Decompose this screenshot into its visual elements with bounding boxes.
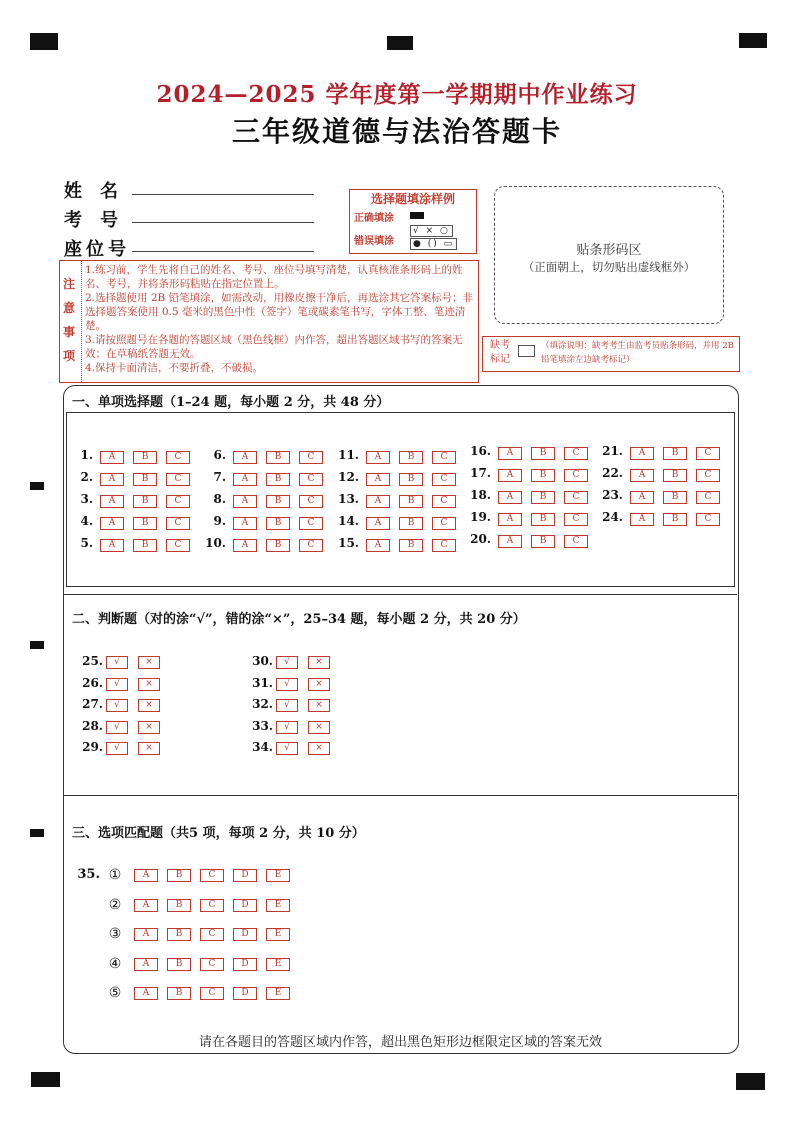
question-number: 7.: [213, 470, 226, 484]
option-bubble[interactable]: E: [266, 869, 290, 882]
judge-bubble[interactable]: √: [276, 699, 298, 712]
absent-checkbox[interactable]: [518, 345, 535, 357]
notice-side-label: [60, 261, 82, 382]
option-bubble[interactable]: C: [564, 513, 588, 526]
option-bubble[interactable]: E: [266, 899, 290, 912]
option-bubble[interactable]: B: [167, 928, 191, 941]
option-bubble[interactable]: B: [399, 517, 423, 530]
question-number: 26.: [82, 675, 103, 690]
question-number: 31.: [252, 675, 273, 690]
option-bubble[interactable]: E: [266, 958, 290, 971]
wrong-fill-label: 错误填涂: [354, 236, 394, 247]
answer-card-title: 三年级道德与法治答题卡: [231, 115, 562, 148]
item-number: ③: [108, 926, 122, 942]
option-bubble[interactable]: A: [366, 473, 390, 486]
option-bubble[interactable]: B: [167, 899, 191, 912]
option-bubble[interactable]: B: [133, 451, 157, 464]
judge-bubble[interactable]: √: [276, 721, 298, 734]
judge-bubble[interactable]: √: [276, 678, 298, 691]
option-bubble[interactable]: B: [663, 469, 687, 482]
absent-mark-box: [482, 336, 740, 372]
option-bubble[interactable]: D: [233, 928, 257, 941]
question-number: 17.: [470, 466, 491, 480]
wrong-fill-sample-1: √ × ○: [410, 225, 453, 237]
option-bubble[interactable]: B: [531, 447, 555, 460]
option-bubble[interactable]: C: [200, 899, 224, 912]
option-bubble[interactable]: A: [630, 491, 654, 504]
option-bubble[interactable]: A: [233, 517, 257, 530]
section-divider: [64, 795, 737, 796]
judge-bubble[interactable]: √: [106, 678, 128, 691]
option-bubble[interactable]: B: [399, 451, 423, 464]
exam-title: 2024—2025 学年度第一学期期中作业练习: [156, 81, 638, 108]
barcode-title: 贴条形码区: [576, 243, 642, 258]
question-number: 24.: [602, 510, 623, 524]
correct-fill-label: 正确填涂: [354, 213, 394, 224]
option-bubble[interactable]: A: [366, 451, 390, 464]
option-bubble[interactable]: A: [630, 447, 654, 460]
notice-text: [85, 263, 475, 375]
option-bubble[interactable]: C: [696, 469, 720, 482]
question-number: 21.: [602, 444, 623, 458]
option-bubble[interactable]: B: [399, 539, 423, 552]
option-bubble[interactable]: B: [531, 513, 555, 526]
question-number: 1.: [80, 448, 93, 462]
question-number: 19.: [470, 510, 491, 524]
question-number: 10.: [205, 536, 226, 550]
option-bubble[interactable]: D: [233, 958, 257, 971]
option-bubble[interactable]: C: [564, 535, 588, 548]
option-bubble[interactable]: A: [630, 513, 654, 526]
option-bubble[interactable]: A: [498, 513, 522, 526]
option-bubble[interactable]: A: [630, 469, 654, 482]
option-bubble[interactable]: A: [498, 535, 522, 548]
option-bubble[interactable]: C: [299, 473, 323, 486]
question-number: 3.: [80, 492, 93, 506]
question-number: 13.: [338, 492, 359, 506]
option-bubble[interactable]: C: [564, 469, 588, 482]
judge-bubble[interactable]: ×: [138, 699, 160, 712]
option-bubble[interactable]: B: [133, 517, 157, 530]
option-bubble[interactable]: A: [498, 491, 522, 504]
option-bubble[interactable]: C: [166, 495, 190, 508]
question-number: 5.: [80, 536, 93, 550]
question-number: 9.: [213, 514, 226, 528]
judge-bubble[interactable]: ×: [308, 678, 330, 691]
seat-no-label: 座位号: [64, 239, 130, 260]
option-bubble[interactable]: A: [233, 473, 257, 486]
option-bubble[interactable]: C: [166, 473, 190, 486]
option-bubble[interactable]: C: [299, 517, 323, 530]
question-number: 30.: [252, 654, 273, 668]
option-bubble[interactable]: A: [366, 517, 390, 530]
question-number: 27.: [82, 697, 103, 711]
judge-bubble[interactable]: √: [276, 656, 298, 669]
option-bubble[interactable]: A: [366, 539, 390, 552]
question-number: 8.: [213, 492, 226, 506]
barcode-area[interactable]: [494, 186, 724, 324]
option-bubble[interactable]: C: [299, 495, 323, 508]
option-bubble[interactable]: C: [564, 491, 588, 504]
option-bubble[interactable]: B: [167, 987, 191, 1000]
exam-no-field[interactable]: [132, 222, 314, 223]
position-mark-top-center: [387, 36, 413, 50]
option-bubble[interactable]: A: [134, 958, 158, 971]
question-number: 18.: [470, 488, 491, 502]
question-number: 34.: [252, 740, 273, 754]
question-number: 14.: [338, 514, 359, 528]
name-field[interactable]: [132, 194, 314, 195]
question-number: 6.: [213, 448, 226, 462]
notice-item: 3.请按照题号在各题的答题区域（黑色线框）内作答，超出答题区域书写的答案无效；在草稿纸答题无效。: [85, 334, 463, 360]
notice-char: 事: [63, 325, 76, 339]
judge-bubble[interactable]: ×: [308, 699, 330, 712]
question-number: 32.: [252, 697, 273, 711]
option-bubble[interactable]: A: [100, 517, 124, 530]
timing-mark: [30, 641, 44, 649]
option-bubble[interactable]: A: [100, 473, 124, 486]
notice-box: [59, 260, 479, 383]
notice-item: 2.选择题使用 2B 铅笔填涂，如需改动，用橡皮擦干净后，再选涂其它答案标号；非选择题答案使用 0.5 毫米的黑色中性（签字）笔或碳素笔书写，字体工整、笔迹清楚。: [85, 292, 474, 332]
position-mark-bottom-left: [31, 1072, 60, 1087]
judge-bubble[interactable]: ×: [308, 656, 330, 669]
option-bubble[interactable]: B: [266, 451, 290, 464]
option-bubble[interactable]: B: [266, 539, 290, 552]
judge-bubble[interactable]: √: [276, 742, 298, 755]
notice-char: 意: [63, 301, 76, 315]
question-number: 28.: [82, 718, 103, 733]
question-number: 20.: [470, 532, 491, 546]
judge-bubble[interactable]: √: [106, 721, 128, 734]
option-bubble[interactable]: D: [233, 869, 257, 882]
option-bubble[interactable]: A: [134, 869, 158, 882]
judge-bubble[interactable]: ×: [308, 721, 330, 734]
wrong-fill-sample-2: ● () ▭: [410, 238, 457, 250]
judge-bubble[interactable]: ×: [308, 742, 330, 755]
option-bubble[interactable]: A: [366, 495, 390, 508]
question-number: 16.: [470, 444, 491, 458]
judge-bubble[interactable]: ×: [138, 742, 160, 755]
notice-char: 注: [63, 277, 76, 291]
notice-item: 4.保持卡面清洁，不要折叠，不破损。: [85, 362, 264, 374]
option-bubble[interactable]: B: [266, 517, 290, 530]
option-bubble[interactable]: C: [696, 491, 720, 504]
option-bubble[interactable]: B: [531, 535, 555, 548]
absent-note: （填涂说明：缺考考生由监考员贴条形码，并用 2B 铅笔填涂左边缺考标记）: [541, 341, 734, 365]
option-bubble[interactable]: C: [299, 451, 323, 464]
option-bubble[interactable]: B: [133, 539, 157, 552]
option-bubble[interactable]: C: [166, 451, 190, 464]
section3-title: 三、选项匹配题（共5 项，每项 2 分，共 10 分）: [72, 826, 365, 841]
correct-fill-sample: [410, 212, 424, 219]
option-bubble[interactable]: A: [134, 928, 158, 941]
item-number: ①: [108, 867, 122, 883]
option-bubble[interactable]: C: [166, 517, 190, 530]
question-number: 15.: [338, 536, 359, 550]
name-label: 姓名: [64, 181, 136, 202]
barcode-note: （正面朝上，切勿贴出虚线框外）: [522, 260, 696, 274]
option-bubble[interactable]: C: [696, 447, 720, 460]
option-bubble[interactable]: C: [696, 513, 720, 526]
option-bubble[interactable]: C: [564, 447, 588, 460]
option-bubble[interactable]: B: [133, 473, 157, 486]
option-bubble[interactable]: C: [200, 869, 224, 882]
option-bubble[interactable]: C: [200, 987, 224, 1000]
item-number: ④: [108, 955, 122, 972]
option-bubble[interactable]: A: [233, 495, 257, 508]
section1-title: 一、单项选择题（1–24 题，每小题 2 分，共 48 分）: [72, 395, 390, 410]
question-number: 12.: [338, 470, 359, 484]
option-bubble[interactable]: B: [167, 958, 191, 971]
question-number: 11.: [338, 448, 359, 462]
option-bubble[interactable]: B: [167, 869, 191, 882]
position-mark-top-left: [30, 33, 58, 50]
question-number: 25.: [82, 654, 103, 668]
option-bubble[interactable]: A: [233, 451, 257, 464]
option-bubble[interactable]: C: [166, 539, 190, 552]
option-bubble[interactable]: A: [134, 899, 158, 912]
option-bubble[interactable]: E: [266, 987, 290, 1000]
option-bubble[interactable]: C: [432, 539, 456, 552]
option-bubble[interactable]: B: [399, 473, 423, 486]
option-bubble[interactable]: A: [498, 447, 522, 460]
option-bubble[interactable]: A: [233, 539, 257, 552]
option-bubble[interactable]: C: [432, 473, 456, 486]
exam-no-label: 考号: [64, 210, 136, 231]
option-bubble[interactable]: A: [100, 539, 124, 552]
judge-bubble[interactable]: √: [106, 742, 128, 755]
option-bubble[interactable]: A: [100, 451, 124, 464]
option-bubble[interactable]: C: [200, 958, 224, 971]
question-number: 33.: [252, 718, 273, 733]
option-bubble[interactable]: B: [266, 473, 290, 486]
option-bubble[interactable]: C: [432, 517, 456, 530]
position-mark-top-right: [739, 33, 767, 48]
option-bubble[interactable]: E: [266, 928, 290, 941]
option-bubble[interactable]: B: [663, 491, 687, 504]
option-bubble[interactable]: A: [498, 469, 522, 482]
option-bubble[interactable]: D: [233, 987, 257, 1000]
option-bubble[interactable]: B: [133, 495, 157, 508]
option-bubble[interactable]: C: [432, 495, 456, 508]
notice-item: 1.练习前，学生先将自己的姓名、考号、座位号填写清楚，认真核准条形码上的姓名、考号，并将条形码粘贴在指定位置上。: [85, 264, 463, 290]
judge-bubble[interactable]: √: [106, 699, 128, 712]
item-number: ②: [108, 896, 122, 913]
option-bubble[interactable]: B: [531, 491, 555, 504]
section-divider: [64, 594, 737, 595]
timing-mark: [30, 482, 44, 490]
option-bubble[interactable]: C: [432, 451, 456, 464]
option-bubble[interactable]: A: [134, 987, 158, 1000]
position-mark-bottom-right: [736, 1073, 765, 1090]
option-bubble[interactable]: C: [200, 928, 224, 941]
question-number: 23.: [602, 488, 623, 502]
option-bubble[interactable]: B: [399, 495, 423, 508]
option-bubble[interactable]: B: [531, 469, 555, 482]
option-bubble[interactable]: C: [299, 539, 323, 552]
seat-no-field[interactable]: [132, 251, 314, 252]
timing-mark: [30, 829, 44, 837]
section2-title: 二、判断题（对的涂“√”，错的涂“×”，25–34 题，每小题 2 分，共 20 分）: [72, 612, 526, 627]
fill-sample-box: [349, 189, 477, 254]
judge-bubble[interactable]: ×: [138, 678, 160, 691]
judge-bubble[interactable]: ×: [138, 656, 160, 669]
option-bubble[interactable]: D: [233, 899, 257, 912]
question-number: 2.: [80, 470, 93, 484]
footer-note: 请在各题目的答题区域内作答，超出黑色矩形边框限定区域的答案无效: [198, 1035, 602, 1050]
item-number: ⑤: [108, 985, 122, 1001]
option-bubble[interactable]: B: [663, 447, 687, 460]
question-number: 35.: [77, 867, 100, 882]
absent-label: 缺考标记: [490, 340, 510, 365]
option-bubble[interactable]: B: [663, 513, 687, 526]
option-bubble[interactable]: A: [100, 495, 124, 508]
notice-char: 项: [63, 349, 76, 363]
question-number: 29.: [82, 740, 103, 754]
judge-bubble[interactable]: ×: [138, 721, 160, 734]
judge-bubble[interactable]: √: [106, 656, 128, 669]
question-number: 4.: [80, 514, 93, 528]
fill-sample-title: 选择题填涂样例: [370, 192, 455, 206]
question-number: 22.: [602, 466, 623, 480]
option-bubble[interactable]: B: [266, 495, 290, 508]
